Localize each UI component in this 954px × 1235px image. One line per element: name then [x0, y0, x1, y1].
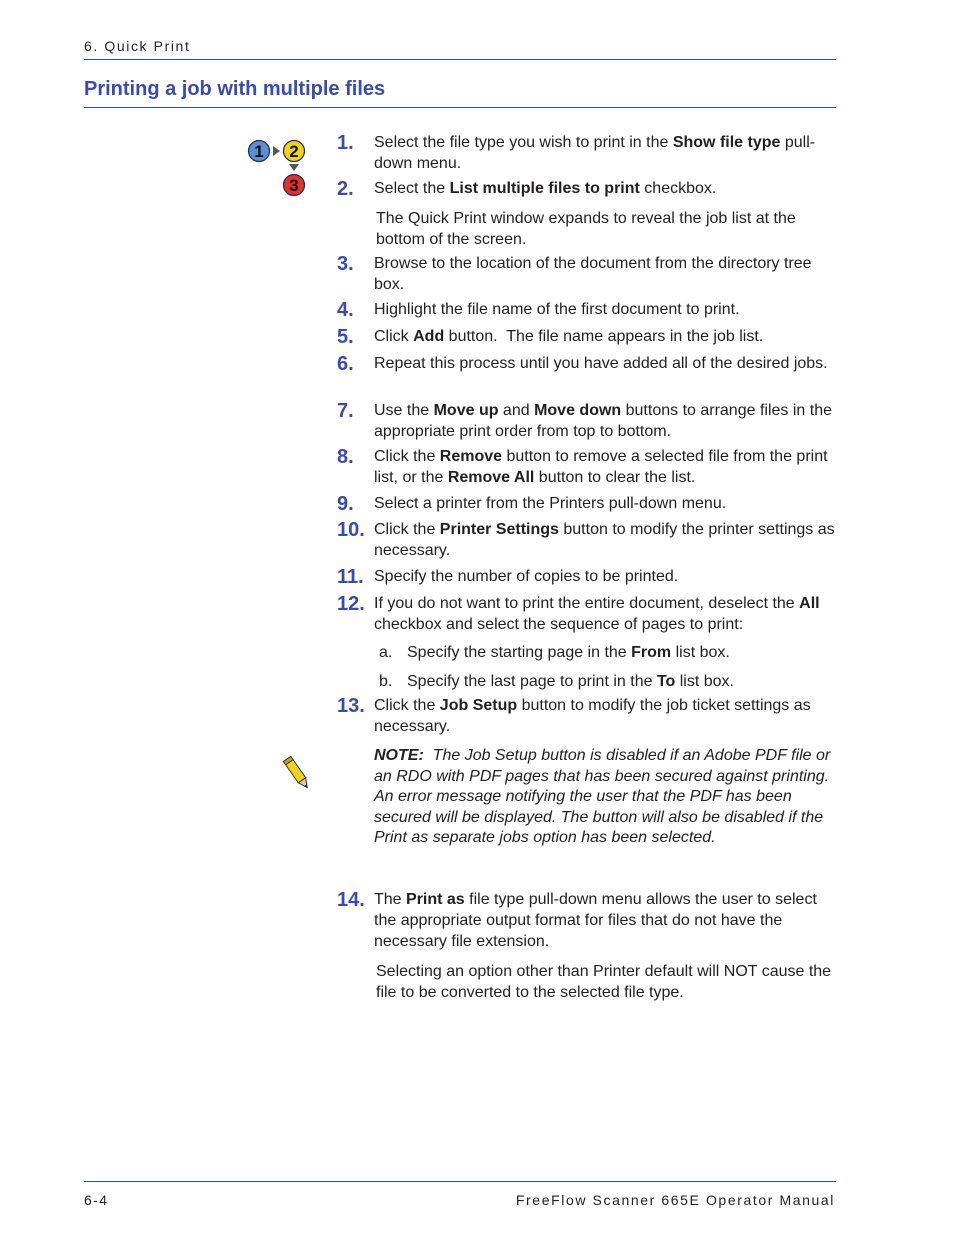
step-text: Select the List multiple files to print checkbox. [374, 180, 717, 197]
step-number: 12. [337, 593, 365, 615]
step-number: 9. [337, 493, 354, 515]
section-title: Printing a job with multiple files [84, 78, 386, 100]
step-text: Repeat this process until you have added all of the desired jobs. [374, 355, 828, 372]
substep-item: b. Specify the last page to print in the To list box. [379, 673, 734, 690]
page-number: 6-4 [84, 1192, 109, 1208]
pencil-icon [282, 754, 312, 794]
note-label: NOTE: [374, 747, 424, 764]
step-text: The Print as file type pull-down menu allows the user to select the appropriate output format for files that do not have the necessary file extension. [374, 891, 817, 950]
step-number: 7. [337, 400, 354, 422]
step-text: Highlight the file name of the first document to print. [374, 301, 740, 318]
substep-letter: a. [379, 644, 393, 661]
note-text: The Job Setup button is disabled if an Adobe PDF file or an RDO with PDF pages that has been secured against printing. An error message notifying the user that the PDF has been secured will be displayed. The button will also be disabled if the Print as separate jobs option has been selected. [374, 747, 831, 846]
step-text: Specify the number of copies to be printed. [374, 568, 679, 585]
step-badge-3: 3 [289, 176, 299, 195]
step-number: 11. [337, 566, 364, 588]
step-number: 2. [337, 178, 354, 200]
step-text: Click the Printer Settings button to modify the printer settings as necessary. [374, 521, 835, 559]
step-number: 10. [337, 519, 365, 541]
footer-rule [84, 1181, 836, 1182]
step-text: Click Add button. The file name appears in the job list. [374, 328, 764, 345]
numbered-steps-icon [246, 136, 308, 198]
step-text: Click the Remove button to remove a selected file from the print list, or the Remove All button to clear the list. [374, 448, 828, 486]
step-number: 14. [337, 889, 365, 911]
note-block [374, 746, 839, 849]
step-text: Click the Job Setup button to modify the job ticket settings as necessary. [374, 697, 811, 735]
step-text: Select the file type you wish to print in the Show file type pull-down menu. [374, 134, 816, 172]
step-number: 1. [337, 132, 354, 154]
step-number: 8. [337, 446, 354, 468]
step-text: Use the Move up and Move down buttons to arrange files in the appropriate print order from top to bottom. [374, 402, 832, 440]
step-number: 3. [337, 253, 354, 275]
step-text: Browse to the location of the document from the directory tree box. [374, 255, 812, 293]
header-rule [84, 59, 836, 60]
step-number: 13. [337, 695, 365, 717]
title-rule [84, 107, 836, 108]
step-number: 6. [337, 353, 354, 375]
step-paragraph: The Quick Print window expands to reveal the job list at the bottom of the screen. [376, 210, 796, 248]
running-header: 6. Quick Print [84, 38, 191, 54]
substep-letter: b. [379, 673, 393, 690]
step-number: 5. [337, 326, 354, 348]
step-text: If you do not want to print the entire document, deselect the All checkbox and select the sequence of pages to print: [374, 595, 820, 633]
step-number: 4. [337, 299, 354, 321]
step-text: Select a printer from the Printers pull-down menu. [374, 495, 727, 512]
step-badge-1: 1 [254, 142, 264, 161]
substep-item: a. Specify the starting page in the From list box. [379, 644, 730, 661]
step-paragraph: Selecting an option other than Printer default will NOT cause the file to be converted to the selected file type. [376, 963, 832, 1001]
manual-title: FreeFlow Scanner 665E Operator Manual [515, 1192, 835, 1208]
step-badge-2: 2 [289, 142, 299, 161]
